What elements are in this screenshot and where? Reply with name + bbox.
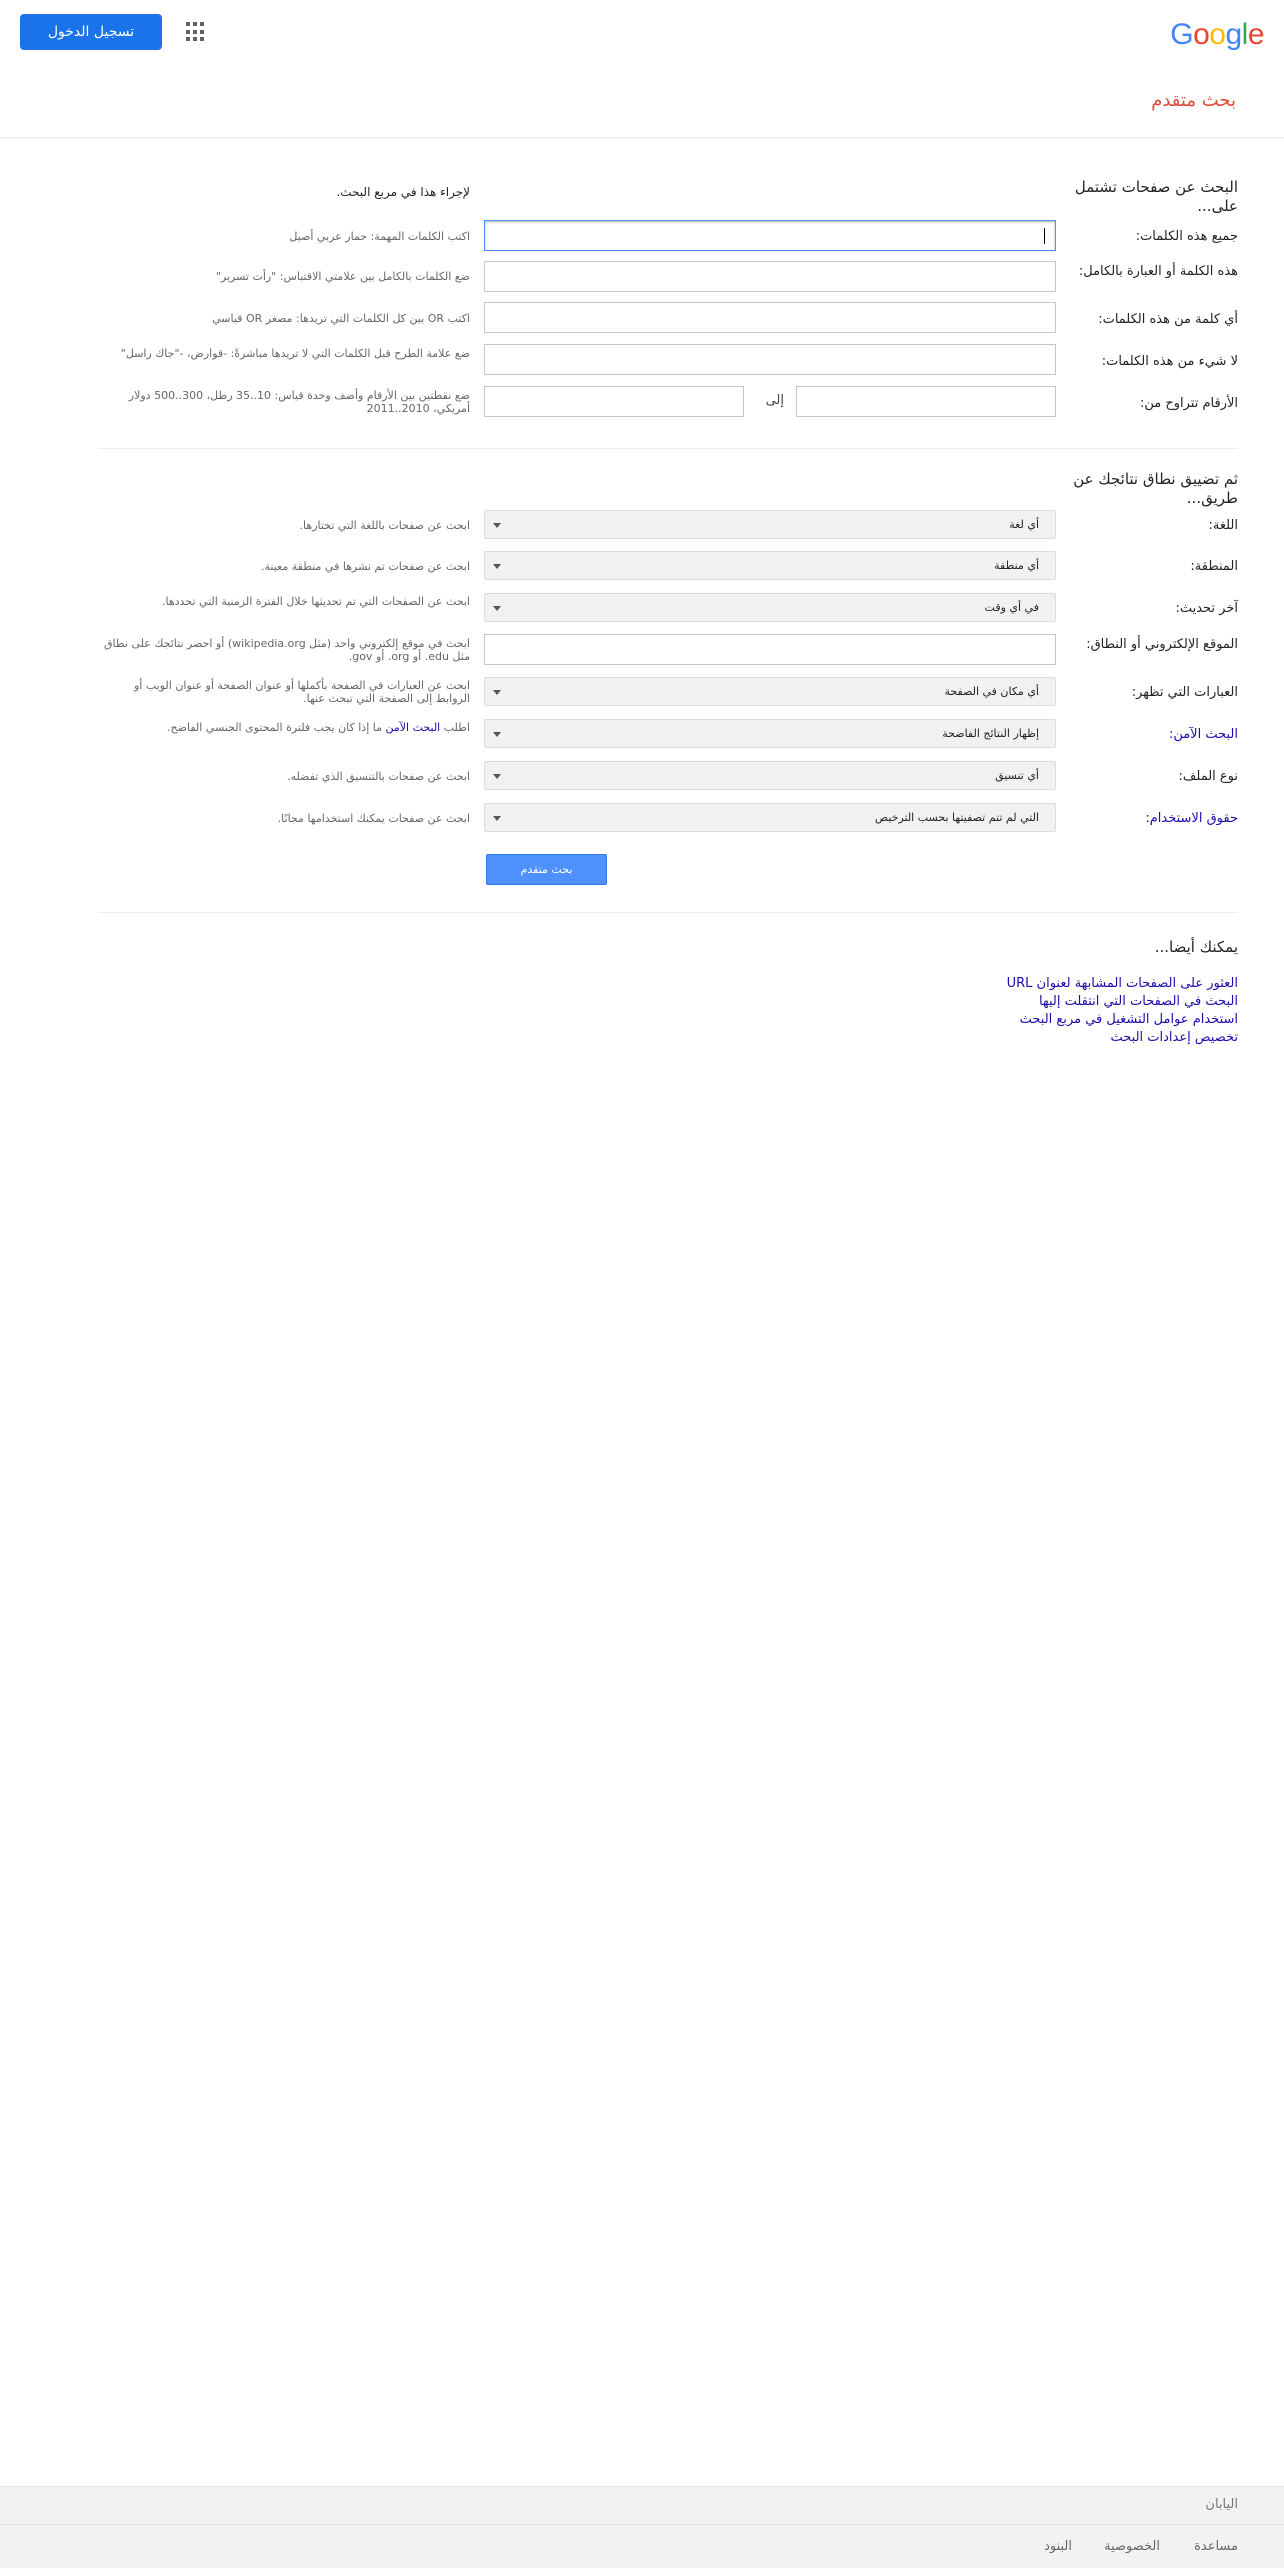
chevron-down-icon bbox=[493, 816, 501, 821]
safesearch-label[interactable]: البحث الآمن: bbox=[1168, 727, 1238, 742]
last-update-row bbox=[0, 593, 1284, 625]
text-caret bbox=[1044, 228, 1045, 244]
safesearch-row bbox=[0, 719, 1284, 751]
exact-phrase-hint: ضع الكلمات بالكامل بين علامتي الاقتباس: "رأت تسرير" bbox=[215, 270, 470, 283]
range-to-label: إلى bbox=[765, 393, 784, 408]
any-words-row bbox=[0, 302, 1284, 334]
apps-grid-icon[interactable] bbox=[184, 22, 204, 42]
exact-phrase-input[interactable] bbox=[484, 261, 1056, 292]
chevron-down-icon bbox=[493, 774, 501, 779]
all-words-row bbox=[0, 220, 1284, 252]
logo-letter-g2: g bbox=[1225, 18, 1242, 51]
chevron-down-icon bbox=[493, 606, 501, 611]
region-hint: ابحث عن صفحات تم نشرها في منطقة معينة. bbox=[261, 560, 470, 573]
site-domain-input[interactable] bbox=[484, 634, 1056, 665]
footer-help-link[interactable]: مساعدة bbox=[1194, 2539, 1238, 2554]
safesearch-hint bbox=[100, 721, 470, 734]
also-link-visited[interactable]: البحث في الصفحات التي انتقلت إليها bbox=[1039, 994, 1238, 1009]
logo-letter-o2: o bbox=[1209, 18, 1226, 51]
region-row bbox=[0, 551, 1284, 583]
all-words-hint: اكتب الكلمات المهمة: حمار عربي أصيل bbox=[289, 230, 470, 243]
logo-letter-g: G bbox=[1170, 18, 1194, 51]
logo-letter-e: e bbox=[1247, 18, 1264, 51]
chevron-down-icon bbox=[493, 690, 501, 695]
all-words-input[interactable] bbox=[484, 220, 1056, 251]
also-title: يمكنك أيضا... bbox=[1154, 938, 1238, 956]
file-type-row bbox=[0, 761, 1284, 793]
terms-appearing-hint: ابحث عن العبارات في الصفحة بأكملها أو عنوان الصفحة أو عنوان الويب أو الروابط إلى الصفحة التي تبحث عنها. bbox=[134, 679, 470, 705]
none-words-hint: ضع علامة الطرح قبل الكلمات التي لا تريدها مباشرةً: -قوارض، -"جاك راسل" bbox=[120, 347, 470, 360]
advanced-search-button[interactable]: بحث متقدم bbox=[486, 854, 607, 885]
usage-rights-select[interactable] bbox=[484, 803, 1056, 832]
usage-rights-label[interactable]: حقوق الاستخدام: bbox=[1145, 811, 1238, 826]
any-words-label: أي كلمة من هذه الكلمات: bbox=[1098, 312, 1238, 327]
any-words-hint: اكتب OR بين كل الكلمات التي تريدها: مصغر OR قياسي bbox=[212, 312, 470, 325]
terms-appearing-value: أي مكان في الصفحة bbox=[944, 685, 1039, 698]
usage-rights-row bbox=[0, 803, 1284, 835]
chevron-down-icon bbox=[493, 523, 501, 528]
none-words-input[interactable] bbox=[484, 344, 1056, 375]
exact-phrase-label: هذه الكلمة أو العبارة بالكامل: bbox=[1078, 264, 1238, 279]
range-from-input[interactable] bbox=[796, 386, 1056, 417]
number-range-hint: ضع نقطتين بين الأرقام وأضف وحدة قياس: 10..35 رطل، 300..500 دولار أمريكي، 2010..2011 bbox=[128, 389, 470, 415]
exact-phrase-row bbox=[0, 261, 1284, 293]
last-update-select[interactable] bbox=[484, 593, 1056, 622]
sign-in-button[interactable]: تسجيل الدخول bbox=[20, 14, 162, 50]
file-type-label: نوع الملف: bbox=[1178, 769, 1238, 784]
country-label: اليابان bbox=[1205, 2497, 1238, 2512]
logo-letter-l: l bbox=[1241, 18, 1248, 51]
footer-privacy-link[interactable]: الخصوصية bbox=[1104, 2539, 1160, 2554]
site-domain-hint: ابحث في موقع إلكتروني واحد (مثل wikipedia.org) أو احصر نتائجك على نطاق مثل edu. أو org. أو gov. bbox=[104, 637, 470, 663]
usage-rights-hint: ابحث عن صفحات يمكنك استخدامها مجانًا. bbox=[277, 812, 470, 825]
all-words-label: جميع هذه الكلمات: bbox=[1135, 229, 1238, 244]
language-select[interactable] bbox=[484, 510, 1056, 539]
find-pages-title: البحث عن صفحات تشتمل على... bbox=[1074, 178, 1238, 215]
region-value: أي منطقة bbox=[994, 559, 1039, 572]
language-row bbox=[0, 510, 1284, 542]
safesearch-value: إظهار النتائج الفاضحة bbox=[942, 727, 1039, 740]
chevron-down-icon bbox=[493, 564, 501, 569]
chevron-down-icon bbox=[493, 732, 501, 737]
page-title: بحث متقدم bbox=[1151, 90, 1236, 111]
also-link-operators[interactable]: استخدام عوامل التشغيل في مربع البحث bbox=[1019, 1012, 1238, 1027]
section-divider bbox=[98, 448, 1238, 449]
last-update-hint: ابحث عن الصفحات التي تم تحديثها خلال الفترة الزمنية التي تحددها. bbox=[161, 595, 470, 608]
usage-rights-value: التي لم تتم تصفيتها بحسب الترخيص bbox=[874, 811, 1039, 824]
safesearch-hint-pre: اطلب bbox=[440, 721, 470, 734]
region-select[interactable] bbox=[484, 551, 1056, 580]
safesearch-hint-link[interactable]: البحث الآمن bbox=[385, 721, 441, 734]
section-divider bbox=[98, 912, 1238, 913]
also-link-similar[interactable]: العثور على الصفحات المشابهة لعنوان URL bbox=[1006, 976, 1238, 991]
logo-letter-o1: o bbox=[1193, 18, 1210, 51]
file-type-value: أي تنسيق bbox=[995, 769, 1039, 782]
footer-terms-link[interactable]: البنود bbox=[1044, 2539, 1072, 2554]
terms-appearing-label: العبارات التي تظهر: bbox=[1131, 685, 1238, 700]
none-words-row bbox=[0, 344, 1284, 376]
terms-appearing-row bbox=[0, 677, 1284, 709]
language-value: أي لغة bbox=[1009, 518, 1039, 531]
number-range-row bbox=[0, 386, 1284, 418]
safesearch-hint-post: ما إذا كان يجب فلترة المحتوى الجنسي الفاضح. bbox=[167, 721, 386, 734]
title-bar bbox=[0, 64, 1284, 138]
language-hint: ابحث عن صفحات باللغة التي تختارها. bbox=[299, 519, 470, 532]
footer-country bbox=[0, 2486, 1284, 2524]
google-logo[interactable] bbox=[1170, 18, 1264, 52]
footer-links bbox=[0, 2524, 1284, 2568]
site-domain-label: الموقع الإلكتروني أو النطاق: bbox=[1086, 637, 1238, 652]
file-type-select[interactable] bbox=[484, 761, 1056, 790]
number-range-label: الأرقام تتراوح من: bbox=[1139, 396, 1238, 411]
top-bar bbox=[0, 0, 1284, 64]
range-to-input[interactable] bbox=[484, 386, 744, 417]
region-label: المنطقة: bbox=[1190, 559, 1238, 574]
last-update-value: في أي وقت bbox=[984, 601, 1039, 614]
safesearch-select[interactable] bbox=[484, 719, 1056, 748]
any-words-input[interactable] bbox=[484, 302, 1056, 333]
site-domain-row bbox=[0, 634, 1284, 666]
none-words-label: لا شيء من هذه الكلمات: bbox=[1101, 354, 1238, 369]
file-type-hint: ابحث عن صفحات بالتنسيق الذي تفضله. bbox=[287, 770, 470, 783]
terms-appearing-select[interactable] bbox=[484, 677, 1056, 706]
also-link-settings[interactable]: تخصيص إعدادات البحث bbox=[1110, 1030, 1238, 1045]
last-update-label: آخر تحديث: bbox=[1175, 601, 1238, 616]
find-pages-hint-title: لإجراء هذا في مربع البحث. bbox=[336, 185, 470, 199]
language-label: اللغة: bbox=[1208, 518, 1238, 533]
narrow-title: ثم تضييق نطاق نتائجك عن طريق... bbox=[1073, 470, 1238, 507]
